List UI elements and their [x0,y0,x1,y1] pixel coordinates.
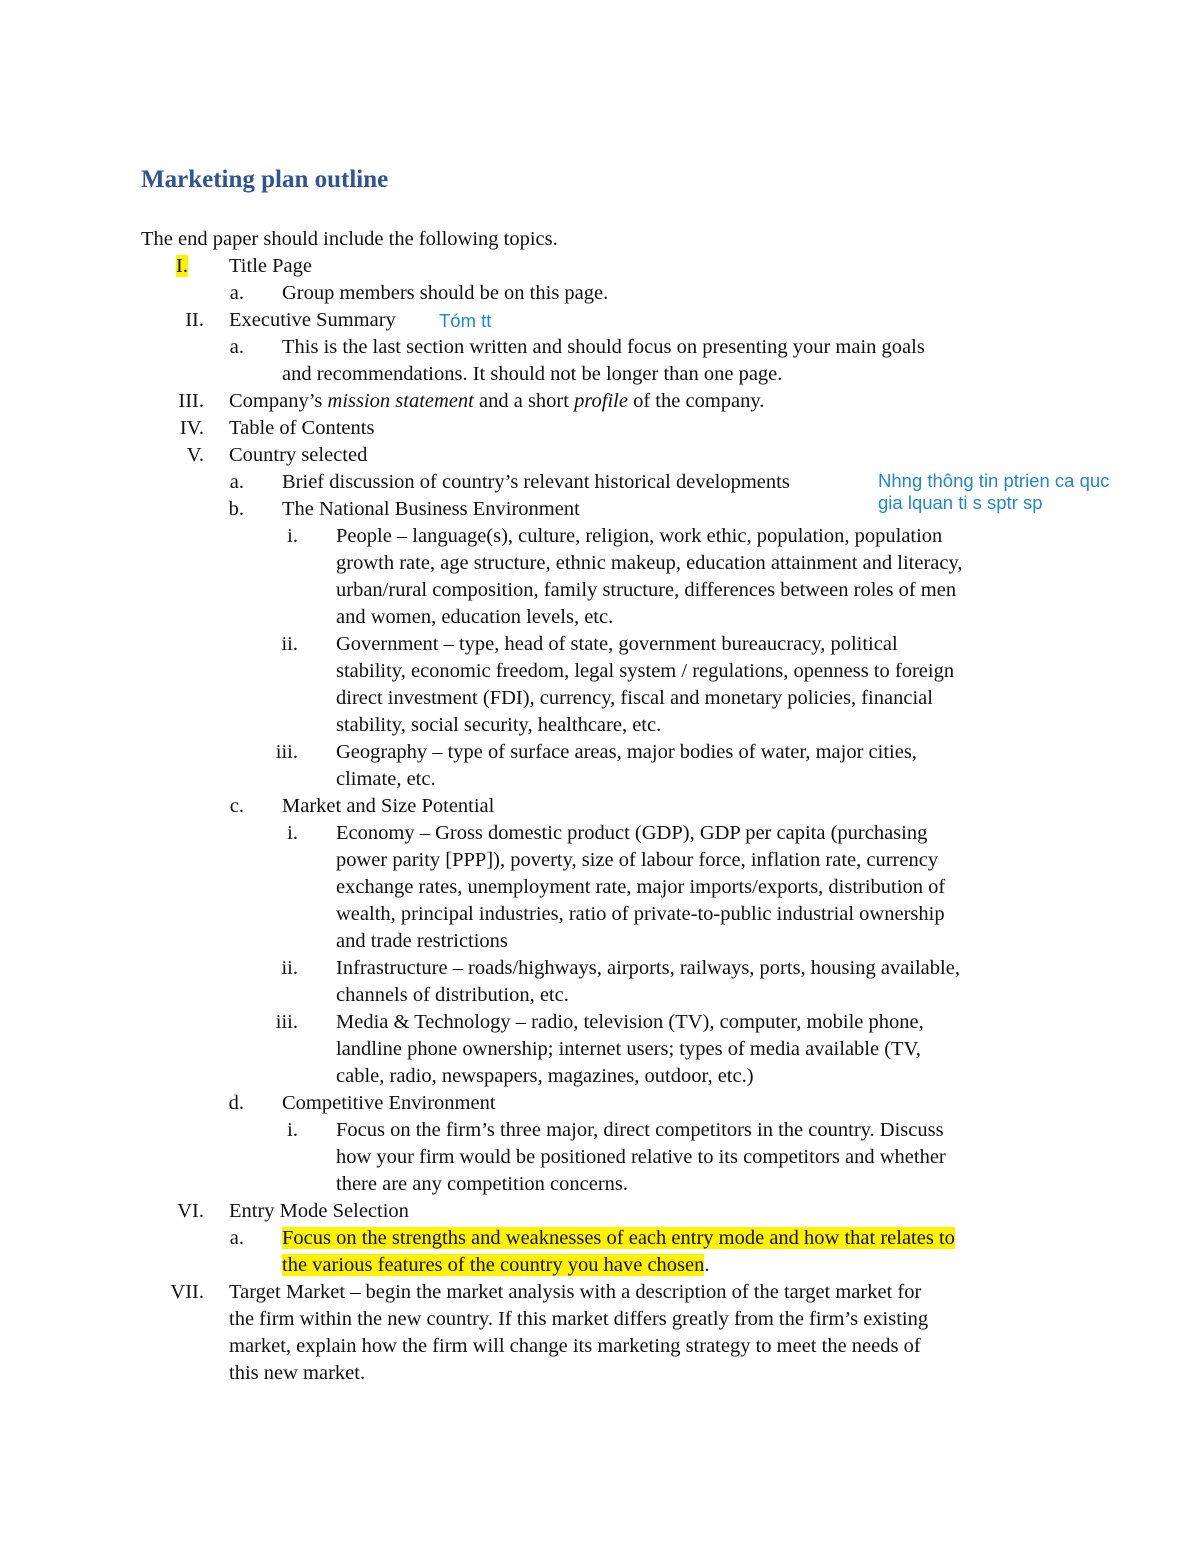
emphasis-text: profile [574,390,628,412]
outline-subsubitem-cont: stability, social security, healthcare, etc. [336,714,662,736]
outline-number-vii: VII. [170,1281,204,1303]
highlighted-text: Focus on the strengths and weaknesses of each entry mode and how that relates to [282,1227,955,1249]
outline-item-cont: the firm within the new country. If this market differs greatly from the firm’s existing [229,1308,929,1330]
outline-subsubitem-cont: exchange rates, unemployment rate, major imports/exports, distribution of [336,876,946,898]
outline-subitem-cont: and recommendations. It should not be longer than one page. [282,363,783,385]
outline-subsubitem: Media & Technology – radio, television (TV), computer, mobile phone, [336,1011,924,1033]
outline-subsubitem-cont: climate, etc. [336,768,436,790]
highlighted-number: I. [176,255,188,277]
outline-subsubitem-cont: wealth, principal industries, ratio of private-to-public industrial ownership [336,903,945,925]
intro-text: The end paper should include the following topics. [141,228,558,250]
outline-subsubitem: People – language(s), culture, religion, work ethic, population, population [336,525,943,547]
outline-letter: a. [229,471,244,493]
outline-item-company [229,388,764,415]
outline-number-iv: IV. [179,417,204,439]
outline-number-ii: II. [185,309,204,331]
outline-subsubitem-cont: power parity [PPP]), poverty, size of labour force, inflation rate, currency [336,849,939,871]
outline-subsubitem: Geography – type of surface areas, major bodies of water, major cities, [336,741,917,763]
outline-roman: iii. [275,1011,298,1033]
annotation-comment: Tóm tt [439,310,492,331]
outline-subsubitem-cont: direct investment (FDI), currency, fiscal and monetary policies, financial [336,687,933,709]
outline-item-cont: this new market. [229,1362,366,1384]
outline-subitem: Market and Size Potential [282,795,495,817]
text-fragment: Company’s [229,390,328,412]
outline-number-v: V. [186,444,204,466]
outline-roman: i. [287,822,298,844]
text-fragment: of the company. [627,390,765,412]
outline-roman: i. [287,1119,298,1141]
outline-item-cont: market, explain how the firm will change its marketing strategy to meet the needs of [229,1335,921,1357]
outline-subsubitem-cont: cable, radio, newspapers, magazines, outdoor, etc.) [336,1065,754,1087]
outline-subitem: The National Business Environment [282,498,580,520]
outline-subitem: Competitive Environment [282,1092,496,1114]
outline-subsubitem-cont: how your firm would be positioned relative to its competitors and whether [336,1146,946,1168]
annotation-comment: gia lquan ti s sptr sp [878,492,1043,513]
outline-subsubitem: Infrastructure – roads/highways, airports, railways, ports, housing available, [336,957,960,979]
outline-subitem: Group members should be on this page. [282,282,609,304]
outline-subsubitem: Economy – Gross domestic product (GDP), GDP per capita (purchasing [336,822,928,844]
outline-item-title-page: Title Page [229,255,312,277]
text-fragment: . [704,1254,710,1276]
outline-item-executive-summary: Executive Summary [229,309,396,331]
outline-roman: iii. [275,741,298,763]
outline-subitem-highlighted-cont [282,1252,710,1279]
outline-subsubitem: Government – type, head of state, government bureaucracy, political [336,633,898,655]
highlighted-text: the various features of the country you have chosen [282,1254,705,1276]
outline-subsubitem-cont: growth rate, age structure, ethnic makeup, education attainment and literacy, [336,552,963,574]
outline-item-entry-mode: Entry Mode Selection [229,1200,409,1222]
outline-letter: a. [229,282,244,304]
emphasis-text: mission statement [327,390,474,412]
outline-item-table-of-contents: Table of Contents [229,417,375,439]
outline-letter: b. [228,498,244,520]
outline-number-i [160,253,188,280]
outline-letter: a. [229,336,244,358]
outline-number-iii: III. [178,390,204,412]
outline-subsubitem-cont: and trade restrictions [336,930,508,952]
annotation-comment: Nhng thông tin ptrien ca quc [878,470,1110,491]
outline-roman: ii. [281,633,298,655]
outline-item-target-market: Target Market – begin the market analysis with a description of the target market for [229,1281,922,1303]
outline-subsubitem: Focus on the firm’s three major, direct competitors in the country. Discuss [336,1119,944,1141]
outline-roman: ii. [281,957,298,979]
outline-subsubitem-cont: channels of distribution, etc. [336,984,569,1006]
text-fragment: and a short [473,390,575,412]
outline-subsubitem-cont: stability, economic freedom, legal system / regulations, openness to foreign [336,660,955,682]
outline-item-country-selected: Country selected [229,444,368,466]
outline-subsubitem-cont: and women, education levels, etc. [336,606,614,628]
outline-subsubitem-cont: landline phone ownership; internet users; types of media available (TV, [336,1038,921,1060]
outline-subitem: Brief discussion of country’s relevant historical developments [282,471,790,493]
page-title: Marketing plan outline [141,166,389,193]
outline-letter: c. [229,795,244,817]
outline-subitem: This is the last section written and should focus on presenting your main goals [282,336,925,358]
outline-subitem-highlighted [282,1225,955,1252]
outline-subsubitem-cont: there are any competition concerns. [336,1173,628,1195]
outline-number-vi: VI. [177,1200,204,1222]
outline-letter: a. [229,1227,244,1249]
outline-subsubitem-cont: urban/rural composition, family structure, differences between roles of men [336,579,957,601]
outline-roman: i. [287,525,298,547]
outline-letter: d. [228,1092,244,1114]
